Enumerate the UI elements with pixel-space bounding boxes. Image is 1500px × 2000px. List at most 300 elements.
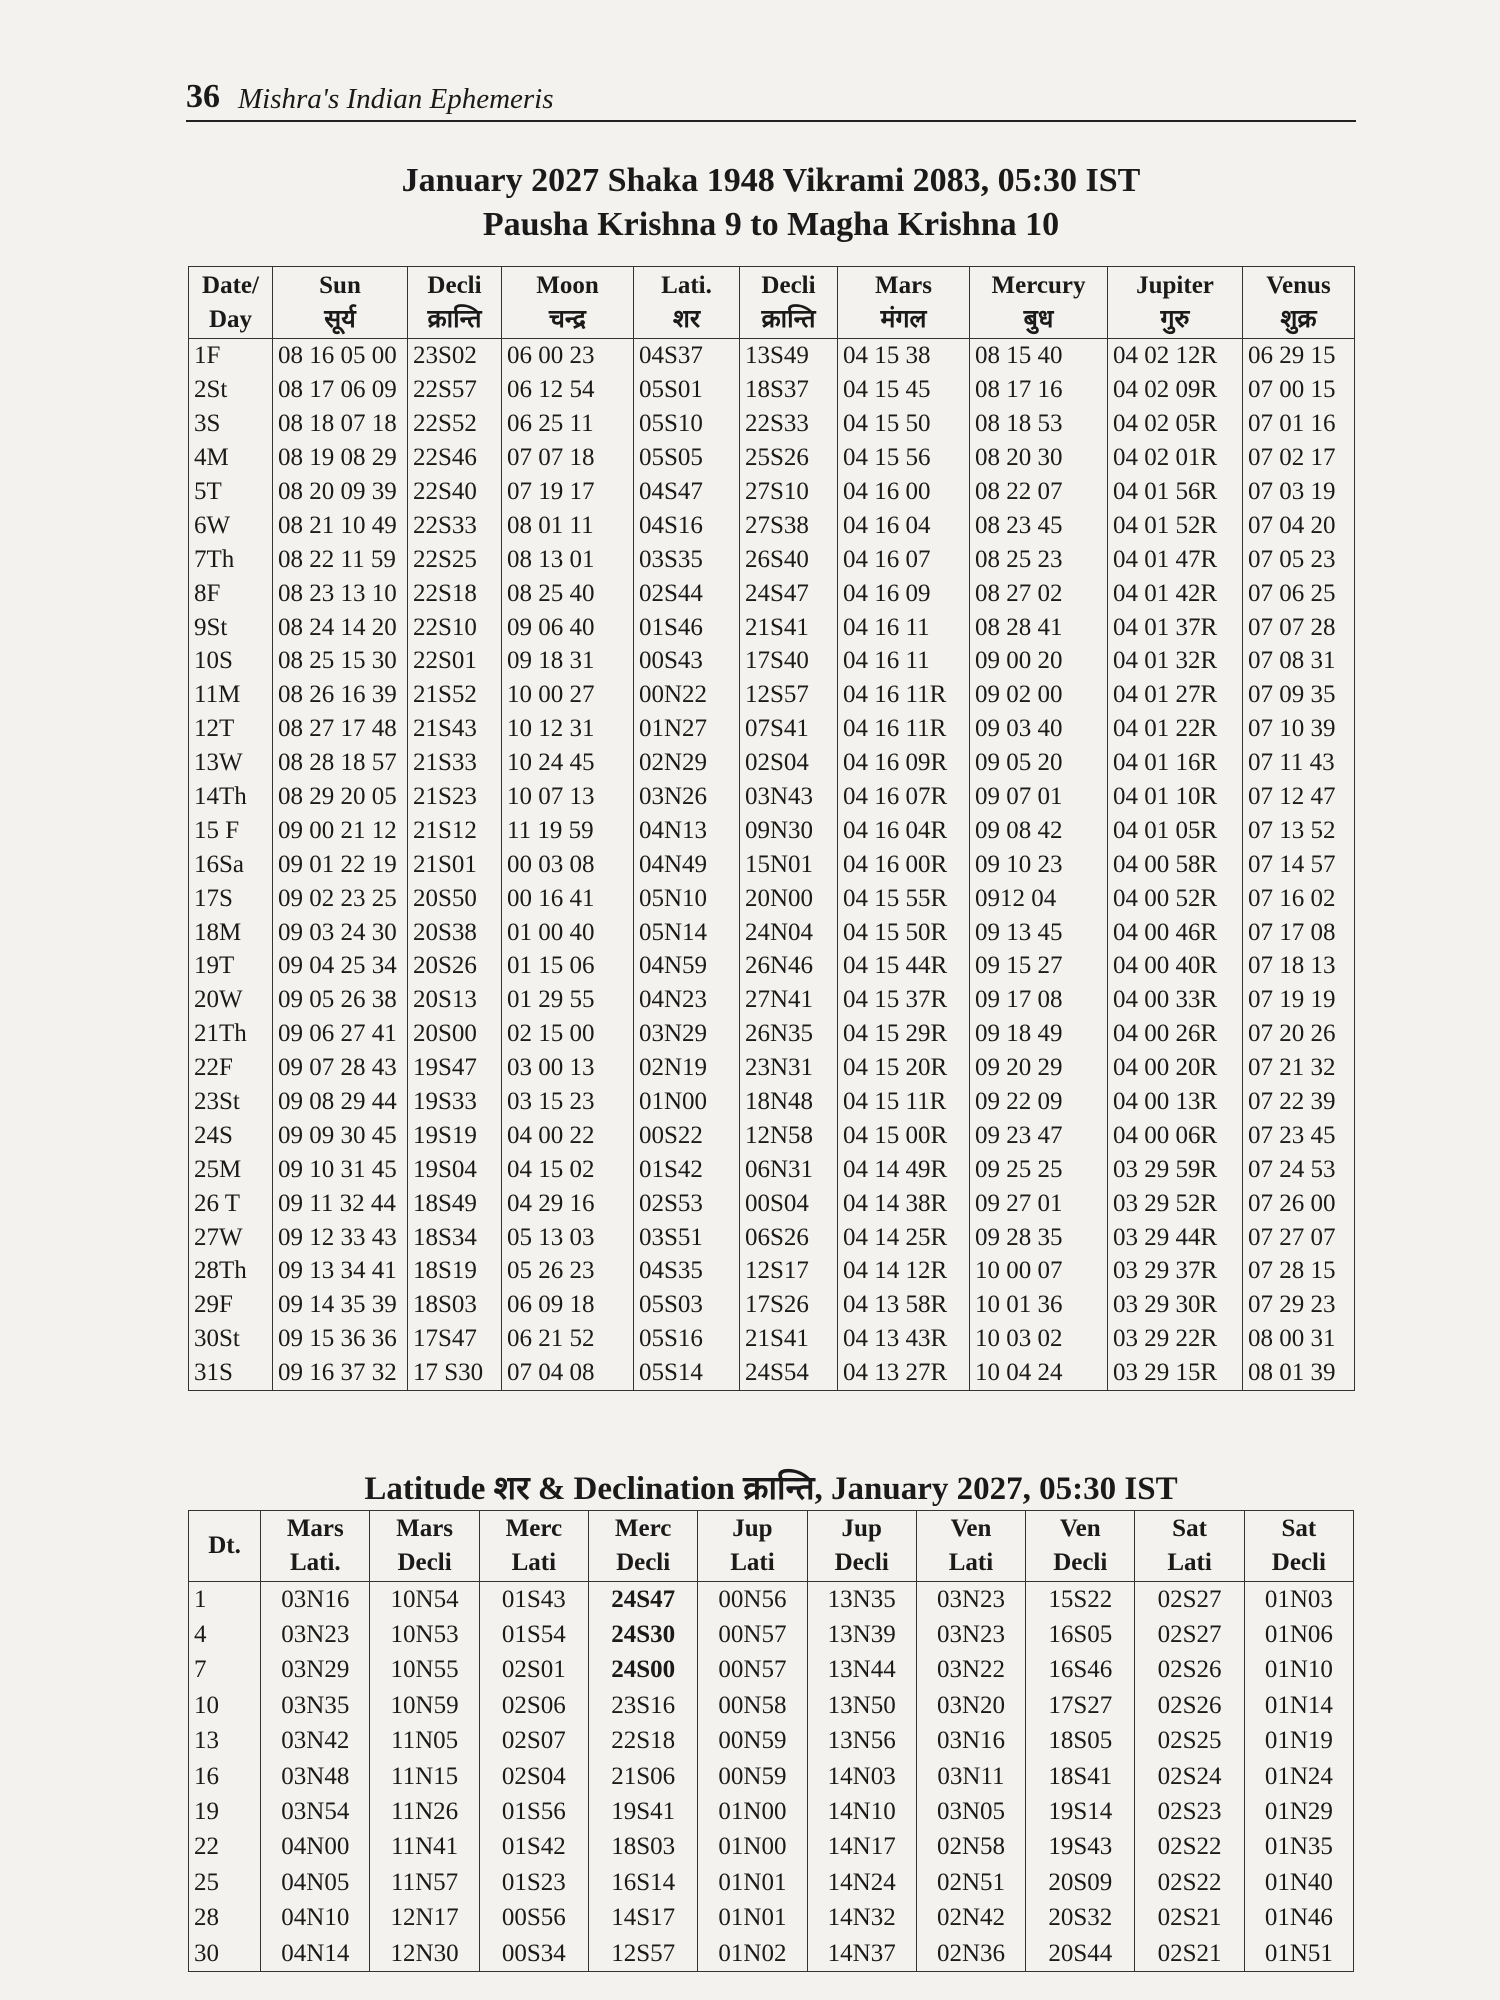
cell-sun: 08 29 20 05 xyxy=(273,780,408,814)
cell-jupiter: 04 02 05R xyxy=(1108,407,1243,441)
latitude-declination-table xyxy=(188,1510,1354,1972)
cell-jupiter: 04 01 22R xyxy=(1108,712,1243,746)
cell-jupiter: 03 29 52R xyxy=(1108,1186,1243,1220)
cell-sun: 09 06 27 41 xyxy=(273,1017,408,1051)
cell-sun-decli: 19S47 xyxy=(408,1051,502,1085)
cell-venus: 07 12 47 xyxy=(1243,780,1355,814)
cell-venus: 07 03 19 xyxy=(1243,475,1355,509)
cell-venus: 07 06 25 xyxy=(1243,576,1355,610)
ephemeris-table xyxy=(188,266,1355,1391)
table-row xyxy=(189,1322,1355,1356)
cell-jup-decli: 13N44 xyxy=(807,1653,916,1688)
cell-jupiter: 04 01 37R xyxy=(1108,610,1243,644)
cell-mars: 04 15 55R xyxy=(838,881,970,915)
cell-venus: 07 23 45 xyxy=(1243,1118,1355,1152)
cell-dt: 25 xyxy=(189,1865,261,1900)
cell-mars: 04 16 11R xyxy=(838,712,970,746)
cell-moon-lati: 04N13 xyxy=(634,813,740,847)
cell-merc-lati: 02S04 xyxy=(479,1759,588,1794)
cell-date-day: 20W xyxy=(189,983,273,1017)
cell-mars-lati: 03N48 xyxy=(261,1759,370,1794)
header-mars-decli: Mars Decli xyxy=(370,1511,479,1582)
cell-date-day: 26 T xyxy=(189,1186,273,1220)
cell-moon-lati: 04S35 xyxy=(634,1254,740,1288)
cell-moon: 10 24 45 xyxy=(502,746,634,780)
cell-mars: 04 15 45 xyxy=(838,373,970,407)
cell-mars: 04 15 50 xyxy=(838,407,970,441)
table-row xyxy=(189,1830,1354,1865)
table-row xyxy=(189,1085,1355,1119)
table-row xyxy=(189,1653,1354,1688)
cell-moon-decli: 26N35 xyxy=(740,1017,838,1051)
cell-date-day: 25M xyxy=(189,1152,273,1186)
cell-sat-decli: 01N10 xyxy=(1244,1653,1353,1688)
cell-dt: 28 xyxy=(189,1901,261,1936)
cell-venus: 07 04 20 xyxy=(1243,508,1355,542)
table-row xyxy=(189,1051,1355,1085)
cell-ven-lati: 03N22 xyxy=(916,1653,1025,1688)
table-row xyxy=(189,1865,1354,1900)
table-row xyxy=(189,746,1355,780)
cell-sat-decli: 01N24 xyxy=(1244,1759,1353,1794)
cell-moon-decli: 09N30 xyxy=(740,813,838,847)
cell-venus: 06 29 15 xyxy=(1243,339,1355,373)
cell-venus: 07 07 28 xyxy=(1243,610,1355,644)
cell-jupiter: 04 00 26R xyxy=(1108,1017,1243,1051)
cell-ven-lati: 03N05 xyxy=(916,1794,1025,1829)
cell-moon-lati: 04N23 xyxy=(634,983,740,1017)
cell-mercury: 10 04 24 xyxy=(970,1356,1108,1390)
cell-jup-decli: 14N24 xyxy=(807,1865,916,1900)
cell-moon: 01 15 06 xyxy=(502,949,634,983)
cell-moon-lati: 01N00 xyxy=(634,1085,740,1119)
header-merc-lati: Merc Lati xyxy=(479,1511,588,1582)
cell-sat-decli: 01N03 xyxy=(1244,1582,1353,1618)
cell-moon: 03 00 13 xyxy=(502,1051,634,1085)
latitude-table-title: Latitude शर & Declination क्रान्ति, January 2027, 05:30 IST xyxy=(364,1471,1178,1507)
cell-jupiter: 03 29 59R xyxy=(1108,1152,1243,1186)
cell-date-day: 28Th xyxy=(189,1254,273,1288)
cell-sun: 08 25 15 30 xyxy=(273,644,408,678)
cell-moon: 10 12 31 xyxy=(502,712,634,746)
cell-moon-lati: 05S14 xyxy=(634,1356,740,1390)
cell-venus: 07 22 39 xyxy=(1243,1085,1355,1119)
cell-sat-lati: 02S22 xyxy=(1135,1830,1244,1865)
cell-ven-decli: 20S32 xyxy=(1026,1901,1135,1936)
cell-mercury: 10 01 36 xyxy=(970,1288,1108,1322)
cell-mars-lati: 04N00 xyxy=(261,1830,370,1865)
cell-mars: 04 13 27R xyxy=(838,1356,970,1390)
cell-sun: 09 00 21 12 xyxy=(273,813,408,847)
cell-sun-decli: 21S01 xyxy=(408,847,502,881)
cell-date-day: 3S xyxy=(189,407,273,441)
cell-moon-decli: 20N00 xyxy=(740,881,838,915)
cell-date-day: 29F xyxy=(189,1288,273,1322)
cell-mars: 04 16 11 xyxy=(838,644,970,678)
table-row xyxy=(189,678,1355,712)
cell-jup-decli: 13N35 xyxy=(807,1582,916,1618)
cell-sun: 08 24 14 20 xyxy=(273,610,408,644)
cell-merc-lati: 00S34 xyxy=(479,1936,588,1972)
cell-sun-decli: 22S18 xyxy=(408,576,502,610)
cell-moon-lati: 05N10 xyxy=(634,881,740,915)
cell-moon-decli: 26S40 xyxy=(740,542,838,576)
cell-mars: 04 13 58R xyxy=(838,1288,970,1322)
cell-moon-lati: 02N19 xyxy=(634,1051,740,1085)
cell-moon: 00 16 41 xyxy=(502,881,634,915)
cell-sun-decli: 17 S30 xyxy=(408,1356,502,1390)
cell-moon-decli: 27N41 xyxy=(740,983,838,1017)
cell-moon-lati: 04N49 xyxy=(634,847,740,881)
cell-moon: 08 25 40 xyxy=(502,576,634,610)
page-title-line1: January 2027 Shaka 1948 Vikrami 2083, 05:30 IST xyxy=(401,162,1141,199)
table-row xyxy=(189,1794,1354,1829)
cell-merc-decli: 22S18 xyxy=(589,1724,698,1759)
cell-sun: 09 16 37 32 xyxy=(273,1356,408,1390)
cell-merc-decli: 24S30 xyxy=(589,1617,698,1652)
cell-mars: 04 14 49R xyxy=(838,1152,970,1186)
table-row xyxy=(189,1688,1354,1723)
cell-ven-lati: 02N51 xyxy=(916,1865,1025,1900)
cell-ven-decli: 19S43 xyxy=(1026,1830,1135,1865)
table-row xyxy=(189,407,1355,441)
cell-sun: 08 16 05 00 xyxy=(273,339,408,373)
header-sat-lati: Sat Lati xyxy=(1135,1511,1244,1582)
cell-mars: 04 14 38R xyxy=(838,1186,970,1220)
cell-ven-decli: 16S46 xyxy=(1026,1653,1135,1688)
cell-moon: 04 15 02 xyxy=(502,1152,634,1186)
cell-moon-decli: 18N48 xyxy=(740,1085,838,1119)
cell-moon-decli: 26N46 xyxy=(740,949,838,983)
table-row xyxy=(189,1186,1355,1220)
cell-jupiter: 04 02 09R xyxy=(1108,373,1243,407)
cell-moon-lati: 02S44 xyxy=(634,576,740,610)
book-title: Mishra's Indian Ephemeris xyxy=(238,83,554,115)
cell-sat-decli: 01N46 xyxy=(1244,1901,1353,1936)
cell-sun-decli: 20S13 xyxy=(408,983,502,1017)
cell-date-day: 19T xyxy=(189,949,273,983)
cell-sat-decli: 01N14 xyxy=(1244,1688,1353,1723)
cell-mars-decli: 10N59 xyxy=(370,1688,479,1723)
cell-moon-decli: 07S41 xyxy=(740,712,838,746)
cell-moon-decli: 18S37 xyxy=(740,373,838,407)
cell-ven-lati: 03N11 xyxy=(916,1759,1025,1794)
cell-sun: 09 13 34 41 xyxy=(273,1254,408,1288)
ephemeris-header-row xyxy=(189,267,1355,339)
cell-date-day: 16Sa xyxy=(189,847,273,881)
cell-sat-lati: 02S27 xyxy=(1135,1617,1244,1652)
cell-date-day: 30St xyxy=(189,1322,273,1356)
cell-mercury: 08 28 41 xyxy=(970,610,1108,644)
cell-jup-lati: 01N01 xyxy=(698,1865,807,1900)
header-moon-lati: Lati. शर xyxy=(634,267,740,339)
cell-date-day: 7Th xyxy=(189,542,273,576)
cell-moon: 05 26 23 xyxy=(502,1254,634,1288)
cell-sun: 09 03 24 30 xyxy=(273,915,408,949)
cell-mercury: 09 08 42 xyxy=(970,813,1108,847)
cell-moon-lati: 03S35 xyxy=(634,542,740,576)
cell-dt: 19 xyxy=(189,1794,261,1829)
cell-date-day: 23St xyxy=(189,1085,273,1119)
cell-moon: 07 07 18 xyxy=(502,441,634,475)
table-row xyxy=(189,712,1355,746)
cell-ven-decli: 20S44 xyxy=(1026,1936,1135,1972)
table-row xyxy=(189,780,1355,814)
cell-mars-lati: 03N16 xyxy=(261,1582,370,1618)
cell-mercury: 09 10 23 xyxy=(970,847,1108,881)
cell-date-day: 8F xyxy=(189,576,273,610)
cell-dt: 16 xyxy=(189,1759,261,1794)
cell-date-day: 6W xyxy=(189,508,273,542)
table-row xyxy=(189,1017,1355,1051)
cell-mars-decli: 11N15 xyxy=(370,1759,479,1794)
cell-sun: 09 08 29 44 xyxy=(273,1085,408,1119)
cell-venus: 07 29 23 xyxy=(1243,1288,1355,1322)
cell-mars-decli: 11N41 xyxy=(370,1830,479,1865)
cell-moon-lati: 03N26 xyxy=(634,780,740,814)
cell-venus: 07 13 52 xyxy=(1243,813,1355,847)
cell-sun-decli: 20S00 xyxy=(408,1017,502,1051)
cell-venus: 07 02 17 xyxy=(1243,441,1355,475)
cell-mars-decli: 11N26 xyxy=(370,1794,479,1829)
cell-mars: 04 14 12R xyxy=(838,1254,970,1288)
cell-sun-decli: 22S10 xyxy=(408,610,502,644)
cell-moon: 09 18 31 xyxy=(502,644,634,678)
cell-moon-decli: 27S10 xyxy=(740,475,838,509)
cell-merc-lati: 01S54 xyxy=(479,1617,588,1652)
cell-moon-decli: 25S26 xyxy=(740,441,838,475)
cell-moon-lati: 05S03 xyxy=(634,1288,740,1322)
cell-mercury: 08 25 23 xyxy=(970,542,1108,576)
cell-ven-decli: 19S14 xyxy=(1026,1794,1135,1829)
cell-sun: 09 12 33 43 xyxy=(273,1220,408,1254)
cell-venus: 07 20 26 xyxy=(1243,1017,1355,1051)
cell-dt: 13 xyxy=(189,1724,261,1759)
cell-jup-lati: 01N00 xyxy=(698,1830,807,1865)
cell-jupiter: 03 29 22R xyxy=(1108,1322,1243,1356)
cell-venus: 08 00 31 xyxy=(1243,1322,1355,1356)
cell-jup-decli: 14N17 xyxy=(807,1830,916,1865)
table-row xyxy=(189,881,1355,915)
cell-mars: 04 15 11R xyxy=(838,1085,970,1119)
cell-sun-decli: 23S02 xyxy=(408,339,502,373)
cell-merc-decli: 24S47 xyxy=(589,1582,698,1618)
cell-sun: 09 11 32 44 xyxy=(273,1186,408,1220)
cell-moon-decli: 24N04 xyxy=(740,915,838,949)
cell-mercury: 09 18 49 xyxy=(970,1017,1108,1051)
cell-mars-lati: 03N54 xyxy=(261,1794,370,1829)
page-number: 36 xyxy=(186,78,220,115)
cell-moon-decli: 23N31 xyxy=(740,1051,838,1085)
cell-sat-lati: 02S21 xyxy=(1135,1936,1244,1972)
header-sun-decli: Decli क्रान्ति xyxy=(408,267,502,339)
cell-sat-lati: 02S23 xyxy=(1135,1794,1244,1829)
cell-mars-decli: 12N17 xyxy=(370,1901,479,1936)
cell-jup-decli: 14N10 xyxy=(807,1794,916,1829)
cell-mercury: 08 18 53 xyxy=(970,407,1108,441)
cell-moon-lati: 05N14 xyxy=(634,915,740,949)
cell-ven-decli: 18S05 xyxy=(1026,1724,1135,1759)
cell-mars: 04 15 20R xyxy=(838,1051,970,1085)
cell-moon-lati: 01S42 xyxy=(634,1152,740,1186)
table-row xyxy=(189,644,1355,678)
cell-mars-decli: 11N05 xyxy=(370,1724,479,1759)
cell-merc-lati: 02S07 xyxy=(479,1724,588,1759)
cell-merc-lati: 00S56 xyxy=(479,1901,588,1936)
cell-merc-decli: 24S00 xyxy=(589,1653,698,1688)
cell-moon-lati: 04N59 xyxy=(634,949,740,983)
cell-venus: 07 24 53 xyxy=(1243,1152,1355,1186)
cell-sun: 09 09 30 45 xyxy=(273,1118,408,1152)
header-ven-decli: Ven Decli xyxy=(1026,1511,1135,1582)
cell-sun: 09 10 31 45 xyxy=(273,1152,408,1186)
cell-date-day: 11M xyxy=(189,678,273,712)
cell-venus: 07 27 07 xyxy=(1243,1220,1355,1254)
cell-mercury: 10 03 02 xyxy=(970,1322,1108,1356)
cell-date-day: 13W xyxy=(189,746,273,780)
table-row xyxy=(189,373,1355,407)
cell-date-day: 31S xyxy=(189,1356,273,1390)
cell-moon-decli: 17S26 xyxy=(740,1288,838,1322)
cell-mars-lati: 03N29 xyxy=(261,1653,370,1688)
cell-mercury: 09 03 40 xyxy=(970,712,1108,746)
cell-moon-lati: 05S10 xyxy=(634,407,740,441)
cell-sat-lati: 02S25 xyxy=(1135,1724,1244,1759)
table-row xyxy=(189,1936,1354,1972)
cell-mars: 04 16 11 xyxy=(838,610,970,644)
cell-date-day: 4M xyxy=(189,441,273,475)
cell-moon: 10 07 13 xyxy=(502,780,634,814)
cell-moon-lati: 00N22 xyxy=(634,678,740,712)
cell-sun-decli: 20S26 xyxy=(408,949,502,983)
cell-moon: 06 00 23 xyxy=(502,339,634,373)
cell-sun: 09 07 28 43 xyxy=(273,1051,408,1085)
cell-moon-decli: 21S41 xyxy=(740,610,838,644)
cell-sun-decli: 20S38 xyxy=(408,915,502,949)
cell-merc-lati: 01S43 xyxy=(479,1582,588,1618)
cell-sat-lati: 02S26 xyxy=(1135,1653,1244,1688)
cell-moon-decli: 12S17 xyxy=(740,1254,838,1288)
table-row xyxy=(189,475,1355,509)
cell-jupiter: 04 01 56R xyxy=(1108,475,1243,509)
table-row xyxy=(189,610,1355,644)
cell-mercury: 09 15 27 xyxy=(970,949,1108,983)
cell-moon-lati: 02S53 xyxy=(634,1186,740,1220)
cell-ven-decli: 17S27 xyxy=(1026,1688,1135,1723)
cell-ven-lati: 02N58 xyxy=(916,1830,1025,1865)
cell-date-day: 15 F xyxy=(189,813,273,847)
cell-mars: 04 16 04R xyxy=(838,813,970,847)
cell-mars: 04 15 44R xyxy=(838,949,970,983)
cell-moon-lati: 05S16 xyxy=(634,1322,740,1356)
cell-jup-decli: 13N56 xyxy=(807,1724,916,1759)
cell-mars: 04 16 04 xyxy=(838,508,970,542)
cell-jup-lati: 00N58 xyxy=(698,1688,807,1723)
cell-sun: 08 27 17 48 xyxy=(273,712,408,746)
cell-ven-decli: 18S41 xyxy=(1026,1759,1135,1794)
cell-jup-lati: 00N56 xyxy=(698,1582,807,1618)
cell-moon-decli: 24S47 xyxy=(740,576,838,610)
table-row xyxy=(189,339,1355,373)
cell-ven-decli: 20S09 xyxy=(1026,1865,1135,1900)
ephemeris-body xyxy=(189,339,1355,1391)
cell-ven-lati: 02N36 xyxy=(916,1936,1025,1972)
cell-mercury: 09 28 35 xyxy=(970,1220,1108,1254)
cell-mars-lati: 04N14 xyxy=(261,1936,370,1972)
cell-moon: 01 29 55 xyxy=(502,983,634,1017)
cell-jupiter: 04 01 16R xyxy=(1108,746,1243,780)
cell-mars: 04 16 09R xyxy=(838,746,970,780)
cell-moon-decli: 22S33 xyxy=(740,407,838,441)
cell-jup-decli: 14N37 xyxy=(807,1936,916,1972)
cell-sun-decli: 22S46 xyxy=(408,441,502,475)
cell-sun-decli: 21S33 xyxy=(408,746,502,780)
table-row xyxy=(189,542,1355,576)
table-row xyxy=(189,915,1355,949)
cell-moon: 05 13 03 xyxy=(502,1220,634,1254)
cell-jupiter: 04 01 05R xyxy=(1108,813,1243,847)
cell-moon-lati: 02N29 xyxy=(634,746,740,780)
page-title-line2: Pausha Krishna 9 to Magha Krishna 10 xyxy=(482,206,1060,243)
cell-jupiter: 04 00 46R xyxy=(1108,915,1243,949)
cell-venus: 07 16 02 xyxy=(1243,881,1355,915)
cell-moon: 01 00 40 xyxy=(502,915,634,949)
cell-mars-decli: 10N55 xyxy=(370,1653,479,1688)
cell-sat-decli: 01N35 xyxy=(1244,1830,1353,1865)
cell-venus: 07 05 23 xyxy=(1243,542,1355,576)
table-row xyxy=(189,1254,1355,1288)
cell-sat-decli: 01N19 xyxy=(1244,1724,1353,1759)
cell-sun-decli: 22S57 xyxy=(408,373,502,407)
header-date-day: Date/ Day xyxy=(189,267,273,339)
cell-jupiter: 04 01 10R xyxy=(1108,780,1243,814)
cell-jup-lati: 01N02 xyxy=(698,1936,807,1972)
cell-jupiter: 04 00 52R xyxy=(1108,881,1243,915)
table-row xyxy=(189,441,1355,475)
cell-venus: 07 00 15 xyxy=(1243,373,1355,407)
cell-mercury: 08 23 45 xyxy=(970,508,1108,542)
table-row xyxy=(189,1288,1355,1322)
cell-date-day: 9St xyxy=(189,610,273,644)
cell-sun: 09 14 35 39 xyxy=(273,1288,408,1322)
cell-moon-decli: 13S49 xyxy=(740,339,838,373)
cell-moon: 00 03 08 xyxy=(502,847,634,881)
cell-mars: 04 14 25R xyxy=(838,1220,970,1254)
latitude-body xyxy=(189,1582,1354,1972)
cell-moon-lati: 04S47 xyxy=(634,475,740,509)
cell-date-day: 17S xyxy=(189,881,273,915)
cell-mercury: 08 17 16 xyxy=(970,373,1108,407)
cell-moon-decli: 00S04 xyxy=(740,1186,838,1220)
cell-venus: 07 10 39 xyxy=(1243,712,1355,746)
cell-mercury: 09 02 00 xyxy=(970,678,1108,712)
table-row xyxy=(189,1220,1355,1254)
cell-date-day: 18M xyxy=(189,915,273,949)
cell-moon-lati: 04S37 xyxy=(634,339,740,373)
cell-mercury: 09 13 45 xyxy=(970,915,1108,949)
cell-jupiter: 04 00 40R xyxy=(1108,949,1243,983)
cell-venus: 07 19 19 xyxy=(1243,983,1355,1017)
cell-date-day: 22F xyxy=(189,1051,273,1085)
cell-mars: 04 13 43R xyxy=(838,1322,970,1356)
cell-date-day: 2St xyxy=(189,373,273,407)
cell-moon-decli: 27S38 xyxy=(740,508,838,542)
cell-venus: 07 11 43 xyxy=(1243,746,1355,780)
cell-moon: 11 19 59 xyxy=(502,813,634,847)
cell-sun: 08 21 10 49 xyxy=(273,508,408,542)
cell-moon-lati: 01N27 xyxy=(634,712,740,746)
cell-jupiter: 04 01 27R xyxy=(1108,678,1243,712)
